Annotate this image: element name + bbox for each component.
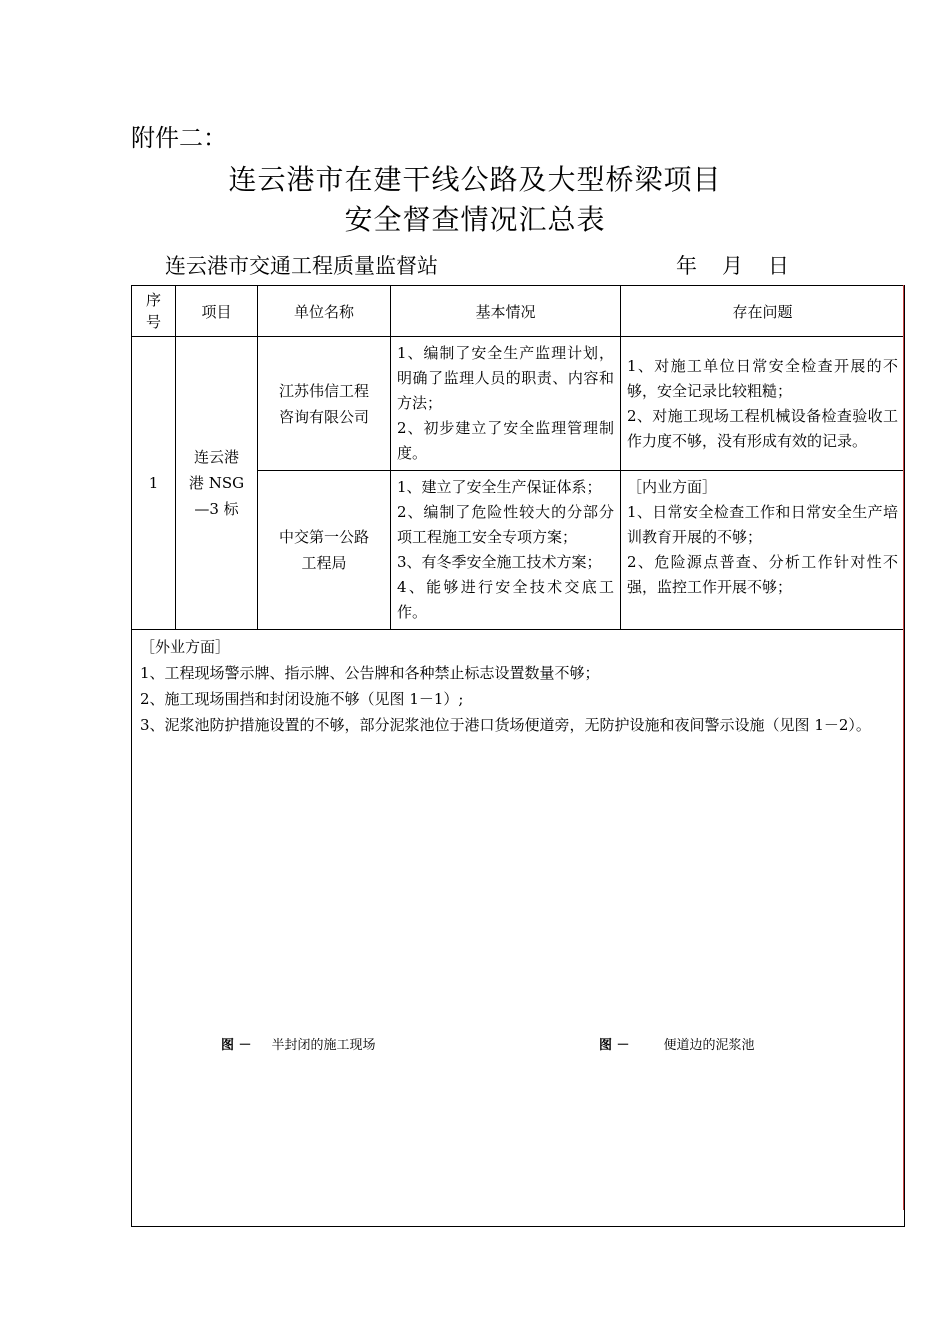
basic-cell (391, 337, 621, 471)
caption-left-text: 半封闭的施工现场 (271, 1038, 376, 1053)
outer-cell (132, 630, 905, 1227)
unit-line: 中交第一公路 (278, 528, 369, 546)
date-month: 月 (722, 254, 743, 278)
date-day: 日 (768, 254, 789, 278)
summary-table (131, 285, 905, 1227)
unit-cell (258, 471, 391, 630)
issue-item: 1、日常安全检查工作和日常安全生产培训教育开展的不够； (627, 503, 898, 546)
issue-heading: ［内业方面］ (627, 478, 718, 496)
unit-line: 江苏伟信工程 (278, 381, 369, 400)
issues-cell (621, 471, 905, 630)
unit-line: 咨询有限公司 (278, 407, 369, 426)
header-issues: 存在问题 (621, 286, 905, 337)
date-line (676, 250, 814, 280)
table-row (132, 337, 905, 471)
attachment-label: 附件二： (131, 124, 227, 152)
basic-item: 2、编制了危险性较大的分部分项工程施工安全专项方案； (397, 503, 614, 546)
caption-right-text: 便道边的泥浆池 (663, 1038, 755, 1053)
title-line-2: 安全督查情况汇总表 (344, 203, 606, 236)
seq-cell: 1 (132, 337, 176, 630)
project-line: 连云港 (193, 448, 239, 466)
project-line: —3 标 (194, 500, 239, 518)
basic-item: 3、有冬季安全施工技术方案； (397, 553, 602, 571)
basic-item: 2、初步建立了安全监理管理制度。 (397, 419, 614, 462)
caption-left (221, 1034, 376, 1053)
basic-cell (391, 471, 621, 630)
header-row (132, 286, 905, 337)
caption-right (599, 1034, 755, 1053)
basic-item: 1、编制了安全生产监理计划，明确了监理人员的职责、内容和方法； (397, 344, 614, 412)
outer-item: 2、施工现场围挡和封闭设施不够（见图 1－1）; (140, 690, 464, 708)
unit-cell (258, 337, 391, 471)
unit-line: 工程局 (301, 554, 347, 572)
header-seq (132, 286, 176, 337)
issue-item: 2、对施工现场工程机械设备检查验收工作力度不够，没有形成有效的记录。 (627, 406, 898, 450)
header-project: 项目 (176, 286, 258, 337)
basic-item: 4、能够进行安全技术交底工作。 (397, 578, 614, 621)
margin-line (903, 285, 904, 1210)
header-basic: 基本情况 (391, 286, 621, 337)
header-seq-1: 序 (145, 291, 161, 309)
caption-left-label: 图 － (221, 1038, 252, 1053)
issue-item: 2、危险源点普查、分析工作针对性不强，监控工作开展不够； (627, 553, 898, 596)
issues-cell (621, 337, 905, 471)
issue-item: 1、对施工单位日常安全检查开展的不够，安全记录比较粗糙； (627, 356, 898, 400)
outer-item: 3、泥浆池防护措施设置的不够，部分泥浆池位于港口货场便道旁，无防护设施和夜间警示设施（见图 1－2）。 (140, 716, 871, 734)
caption-right-label: 图 － (599, 1038, 630, 1053)
project-line: 港 NSG (188, 474, 245, 492)
date-year: 年 (676, 254, 697, 278)
title-line-1: 连云港市在建干线公路及大型桥梁项目 (228, 163, 722, 196)
outer-row (132, 630, 905, 1227)
basic-item: 1、建立了安全生产保证体系； (397, 478, 602, 496)
project-cell (176, 337, 258, 630)
station-name: 连云港市交通工程质量监督站 (165, 254, 438, 278)
header-unit: 单位名称 (258, 286, 391, 337)
outer-item: 1、工程现场警示牌、指示牌、公告牌和各种禁止标志设置数量不够； (140, 664, 600, 682)
header-seq-2: 号 (145, 313, 161, 331)
outer-heading: ［外业方面］ (140, 638, 231, 656)
